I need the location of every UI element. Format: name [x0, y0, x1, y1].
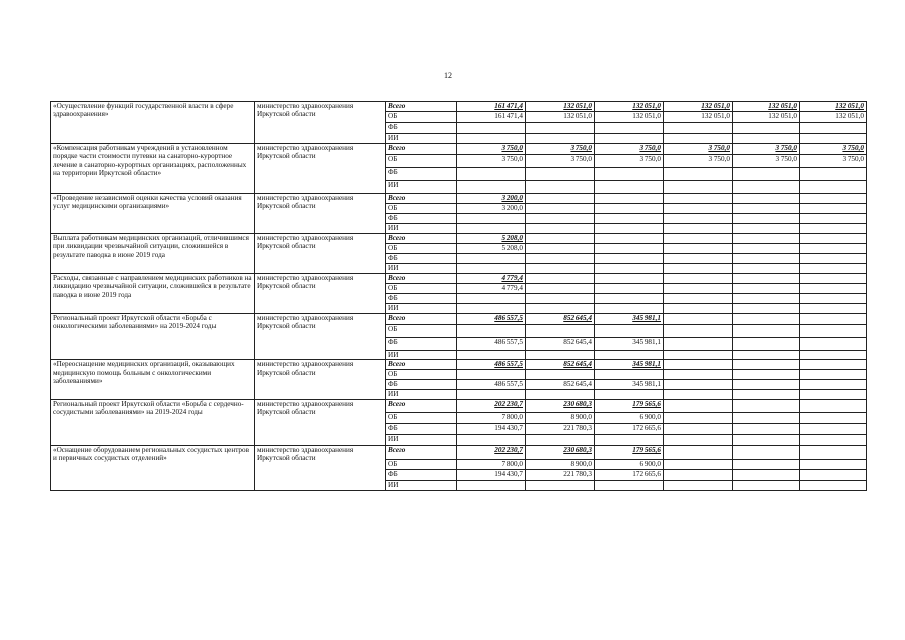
- amount-cell: 3 200,0: [457, 204, 526, 214]
- amount-cell: [664, 380, 733, 390]
- amount-cell: 345 981,1: [595, 338, 664, 351]
- amount-cell: [595, 274, 664, 284]
- amount-cell: [800, 123, 867, 134]
- table-row: [51, 314, 867, 325]
- amount-cell: 179 565,6: [595, 445, 664, 459]
- amount-cell: [733, 274, 800, 284]
- funding-source: ИИ: [386, 434, 457, 445]
- amount-cell: 230 680,3: [526, 445, 595, 459]
- amount-cell: [664, 480, 733, 490]
- amount-cell: [664, 204, 733, 214]
- amount-cell: [595, 204, 664, 214]
- funding-source: Всего: [386, 144, 457, 155]
- amount-cell: 132 051,0: [526, 102, 595, 112]
- amount-cell: [664, 325, 733, 338]
- amount-cell: [664, 224, 733, 234]
- amount-cell: [733, 244, 800, 254]
- amount-cell: 3 750,0: [457, 144, 526, 155]
- amount-cell: [800, 325, 867, 338]
- amount-cell: [664, 469, 733, 480]
- amount-cell: [595, 254, 664, 264]
- funding-source: ФБ: [386, 380, 457, 390]
- amount-cell: [664, 399, 733, 412]
- amount-cell: 7 800,0: [457, 459, 526, 469]
- amount-cell: 3 750,0: [664, 155, 733, 168]
- amount-cell: [664, 314, 733, 325]
- amount-cell: [664, 168, 733, 181]
- amount-cell: 4 779,4: [457, 284, 526, 294]
- amount-cell: 486 557,5: [457, 380, 526, 390]
- event-description: Выплата работникам медицинских организаций, отличившимся при ликвидации чрезвычайной ситуации, сложившейся в результате паводка в июне 2019 года: [51, 234, 255, 274]
- amount-cell: [595, 390, 664, 399]
- executor-name: министерство здравоохранения Иркутской области: [255, 274, 386, 314]
- amount-cell: 202 230,7: [457, 445, 526, 459]
- executor-name: министерство здравоохранения Иркутской области: [255, 234, 386, 274]
- funding-source: Всего: [386, 399, 457, 412]
- amount-cell: [800, 412, 867, 423]
- amount-cell: [733, 254, 800, 264]
- amount-cell: [800, 194, 867, 204]
- event-description: Расходы, связанные с направлением медицинских работников на ликвидацию чрезвычайной ситуации, сложившейся в результате паводка в июне 2019 года: [51, 274, 255, 314]
- amount-cell: 486 557,5: [457, 314, 526, 325]
- funding-source: ОБ: [386, 244, 457, 254]
- amount-cell: [457, 370, 526, 380]
- amount-cell: [733, 469, 800, 480]
- amount-cell: 161 471,4: [457, 102, 526, 112]
- amount-cell: 3 750,0: [800, 155, 867, 168]
- amount-cell: 132 051,0: [664, 102, 733, 112]
- amount-cell: [800, 181, 867, 194]
- amount-cell: 852 645,4: [526, 314, 595, 325]
- executor-name: министерство здравоохранения Иркутской области: [255, 314, 386, 360]
- amount-cell: [664, 294, 733, 304]
- amount-cell: 6 900,0: [595, 459, 664, 469]
- funding-source: ИИ: [386, 264, 457, 274]
- amount-cell: [664, 254, 733, 264]
- amount-cell: [733, 314, 800, 325]
- amount-cell: [595, 480, 664, 490]
- amount-cell: [664, 423, 733, 434]
- amount-cell: 8 900,0: [526, 412, 595, 423]
- amount-cell: [800, 351, 867, 360]
- amount-cell: [526, 325, 595, 338]
- amount-cell: [800, 224, 867, 234]
- amount-cell: [526, 181, 595, 194]
- amount-cell: [733, 360, 800, 370]
- amount-cell: [595, 294, 664, 304]
- amount-cell: 132 051,0: [733, 112, 800, 123]
- amount-cell: 852 645,4: [526, 380, 595, 390]
- funding-source: ОБ: [386, 155, 457, 168]
- amount-cell: [733, 214, 800, 224]
- amount-cell: [664, 284, 733, 294]
- amount-cell: [733, 264, 800, 274]
- amount-cell: 3 750,0: [595, 144, 664, 155]
- event-description: «Проведение независимой оценки качества условий оказания услуг медицинскими организациями»: [51, 194, 255, 234]
- amount-cell: [457, 480, 526, 490]
- amount-cell: 230 680,3: [526, 399, 595, 412]
- budget-table: [50, 101, 867, 491]
- amount-cell: [526, 480, 595, 490]
- amount-cell: [664, 264, 733, 274]
- amount-cell: [664, 181, 733, 194]
- amount-cell: 345 981,1: [595, 314, 664, 325]
- amount-cell: [733, 294, 800, 304]
- amount-cell: 132 051,0: [595, 112, 664, 123]
- amount-cell: [733, 224, 800, 234]
- amount-cell: [664, 390, 733, 399]
- amount-cell: [457, 214, 526, 224]
- table-row: [51, 144, 867, 155]
- amount-cell: [457, 254, 526, 264]
- amount-cell: 486 557,5: [457, 360, 526, 370]
- funding-source: ФБ: [386, 469, 457, 480]
- amount-cell: [733, 234, 800, 244]
- executor-name: министерство здравоохранения Иркутской области: [255, 144, 386, 194]
- amount-cell: [457, 224, 526, 234]
- amount-cell: [595, 325, 664, 338]
- amount-cell: [733, 459, 800, 469]
- funding-source: Всего: [386, 234, 457, 244]
- amount-cell: [457, 168, 526, 181]
- amount-cell: [595, 234, 664, 244]
- amount-cell: [800, 294, 867, 304]
- amount-cell: [733, 380, 800, 390]
- amount-cell: 3 750,0: [526, 144, 595, 155]
- amount-cell: [800, 254, 867, 264]
- amount-cell: [526, 434, 595, 445]
- amount-cell: [800, 168, 867, 181]
- amount-cell: [526, 370, 595, 380]
- amount-cell: [526, 304, 595, 314]
- funding-source: Всего: [386, 274, 457, 284]
- amount-cell: [800, 304, 867, 314]
- amount-cell: [664, 445, 733, 459]
- amount-cell: [800, 314, 867, 325]
- amount-cell: 486 557,5: [457, 338, 526, 351]
- funding-source: ИИ: [386, 224, 457, 234]
- amount-cell: [595, 134, 664, 144]
- funding-source: ОБ: [386, 204, 457, 214]
- amount-cell: 3 750,0: [800, 144, 867, 155]
- amount-cell: 132 051,0: [800, 112, 867, 123]
- funding-source: ОБ: [386, 459, 457, 469]
- amount-cell: 7 800,0: [457, 412, 526, 423]
- amount-cell: 5 208,0: [457, 234, 526, 244]
- amount-cell: 172 665,6: [595, 469, 664, 480]
- funding-source: ФБ: [386, 338, 457, 351]
- funding-source: Всего: [386, 194, 457, 204]
- amount-cell: [595, 351, 664, 360]
- amount-cell: 8 900,0: [526, 459, 595, 469]
- amount-cell: [800, 264, 867, 274]
- amount-cell: [526, 214, 595, 224]
- funding-source: ОБ: [386, 112, 457, 123]
- amount-cell: [800, 360, 867, 370]
- amount-cell: [800, 380, 867, 390]
- amount-cell: [664, 412, 733, 423]
- amount-cell: [595, 214, 664, 224]
- table-row: [51, 234, 867, 244]
- amount-cell: 132 051,0: [664, 112, 733, 123]
- amount-cell: [733, 204, 800, 214]
- amount-cell: [800, 445, 867, 459]
- amount-cell: [595, 194, 664, 204]
- amount-cell: [800, 434, 867, 445]
- amount-cell: [733, 134, 800, 144]
- amount-cell: [664, 434, 733, 445]
- amount-cell: [733, 399, 800, 412]
- amount-cell: [733, 325, 800, 338]
- amount-cell: [664, 234, 733, 244]
- amount-cell: [800, 234, 867, 244]
- amount-cell: [664, 370, 733, 380]
- amount-cell: [733, 304, 800, 314]
- amount-cell: [457, 294, 526, 304]
- amount-cell: [800, 390, 867, 399]
- amount-cell: [595, 123, 664, 134]
- page-number: 12: [444, 71, 452, 80]
- executor-name: министерство здравоохранения Иркутской области: [255, 445, 386, 490]
- amount-cell: [457, 264, 526, 274]
- funding-source: ФБ: [386, 123, 457, 134]
- amount-cell: 3 200,0: [457, 194, 526, 204]
- amount-cell: [526, 204, 595, 214]
- amount-cell: [733, 123, 800, 134]
- table-row: [51, 399, 867, 412]
- funding-source: ФБ: [386, 423, 457, 434]
- amount-cell: [595, 181, 664, 194]
- amount-cell: [457, 123, 526, 134]
- funding-source: Всего: [386, 314, 457, 325]
- amount-cell: [800, 469, 867, 480]
- amount-cell: [457, 181, 526, 194]
- event-description: «Оснащение оборудованием региональных сосудистых центров и первичных сосудистых отделений»: [51, 445, 255, 490]
- amount-cell: 6 900,0: [595, 412, 664, 423]
- funding-source: ИИ: [386, 390, 457, 399]
- amount-cell: [526, 264, 595, 274]
- amount-cell: [800, 134, 867, 144]
- amount-cell: [800, 274, 867, 284]
- amount-cell: 132 051,0: [526, 112, 595, 123]
- amount-cell: [800, 338, 867, 351]
- amount-cell: [733, 370, 800, 380]
- amount-cell: [595, 168, 664, 181]
- amount-cell: 132 051,0: [595, 102, 664, 112]
- event-description: Региональный проект Иркутской области «Борьба с сердечно-сосудистыми заболеваниями» на 2019-2024 годы: [51, 399, 255, 445]
- amount-cell: [457, 390, 526, 399]
- amount-cell: [526, 351, 595, 360]
- amount-cell: 345 981,1: [595, 380, 664, 390]
- amount-cell: 852 645,4: [526, 338, 595, 351]
- amount-cell: [733, 168, 800, 181]
- amount-cell: [526, 168, 595, 181]
- event-description: «Переоснащение медицинских организаций, оказывающих медицинскую помощь больным с онкологическими заболеваниями»: [51, 360, 255, 399]
- amount-cell: 4 779,4: [457, 274, 526, 284]
- funding-source: Всего: [386, 360, 457, 370]
- amount-cell: [595, 304, 664, 314]
- table-row: [51, 445, 867, 459]
- amount-cell: [526, 274, 595, 284]
- amount-cell: [457, 351, 526, 360]
- amount-cell: [526, 244, 595, 254]
- funding-source: ФБ: [386, 254, 457, 264]
- executor-name: министерство здравоохранения Иркутской области: [255, 399, 386, 445]
- amount-cell: [664, 338, 733, 351]
- amount-cell: [457, 304, 526, 314]
- funding-source: ОБ: [386, 412, 457, 423]
- amount-cell: [664, 244, 733, 254]
- amount-cell: [595, 370, 664, 380]
- funding-source: ФБ: [386, 168, 457, 181]
- amount-cell: [733, 390, 800, 399]
- amount-cell: 852 645,4: [526, 360, 595, 370]
- amount-cell: 3 750,0: [595, 155, 664, 168]
- amount-cell: [526, 123, 595, 134]
- funding-source: ИИ: [386, 181, 457, 194]
- amount-cell: [733, 284, 800, 294]
- amount-cell: [526, 194, 595, 204]
- amount-cell: [664, 304, 733, 314]
- amount-cell: [526, 234, 595, 244]
- funding-source: ИИ: [386, 351, 457, 360]
- amount-cell: [733, 445, 800, 459]
- amount-cell: [595, 434, 664, 445]
- amount-cell: [595, 264, 664, 274]
- amount-cell: [526, 254, 595, 264]
- amount-cell: [800, 244, 867, 254]
- amount-cell: [595, 224, 664, 234]
- amount-cell: [526, 294, 595, 304]
- amount-cell: [595, 284, 664, 294]
- amount-cell: [800, 399, 867, 412]
- amount-cell: [595, 244, 664, 254]
- amount-cell: 3 750,0: [526, 155, 595, 168]
- event-description: «Компенсация работникам учреждений в установленном порядке части стоимости путевки на санаторно-курортное лечение в санаторно-курортных организациях, расположенных на территории Иркутской области»: [51, 144, 255, 194]
- amount-cell: 221 780,3: [526, 423, 595, 434]
- funding-source: ИИ: [386, 304, 457, 314]
- funding-source: ОБ: [386, 325, 457, 338]
- funding-source: ИИ: [386, 480, 457, 490]
- amount-cell: 179 565,6: [595, 399, 664, 412]
- amount-cell: 3 750,0: [664, 144, 733, 155]
- amount-cell: 132 051,0: [733, 102, 800, 112]
- amount-cell: 221 780,3: [526, 469, 595, 480]
- amount-cell: [733, 181, 800, 194]
- event-description: Региональный проект Иркутской области «Борьба с онкологическими заболеваниями» на 2019-2024 годы: [51, 314, 255, 360]
- amount-cell: [664, 274, 733, 284]
- amount-cell: 3 750,0: [733, 155, 800, 168]
- amount-cell: 132 051,0: [800, 102, 867, 112]
- funding-source: ФБ: [386, 214, 457, 224]
- amount-cell: [800, 459, 867, 469]
- amount-cell: [733, 194, 800, 204]
- amount-cell: [664, 459, 733, 469]
- amount-cell: [800, 423, 867, 434]
- funding-source: ФБ: [386, 294, 457, 304]
- amount-cell: [800, 480, 867, 490]
- event-description: «Осуществление функций государственной власти в сфере здравоохранения»: [51, 102, 255, 144]
- amount-cell: [800, 204, 867, 214]
- executor-name: министерство здравоохранения Иркутской области: [255, 102, 386, 144]
- amount-cell: [733, 434, 800, 445]
- amount-cell: [664, 214, 733, 224]
- amount-cell: 5 208,0: [457, 244, 526, 254]
- executor-name: министерство здравоохранения Иркутской области: [255, 360, 386, 399]
- funding-source: ИИ: [386, 134, 457, 144]
- funding-source: ОБ: [386, 370, 457, 380]
- amount-cell: [526, 390, 595, 399]
- amount-cell: [733, 338, 800, 351]
- funding-source: Всего: [386, 445, 457, 459]
- table-row: [51, 102, 867, 112]
- amount-cell: 3 750,0: [457, 155, 526, 168]
- funding-source: ОБ: [386, 284, 457, 294]
- amount-cell: [800, 370, 867, 380]
- amount-cell: [733, 480, 800, 490]
- amount-cell: [457, 434, 526, 445]
- table-row: [51, 194, 867, 204]
- amount-cell: 194 430,7: [457, 423, 526, 434]
- amount-cell: 194 430,7: [457, 469, 526, 480]
- amount-cell: [664, 194, 733, 204]
- amount-cell: [457, 134, 526, 144]
- amount-cell: 345 981,1: [595, 360, 664, 370]
- amount-cell: [800, 214, 867, 224]
- amount-cell: [526, 224, 595, 234]
- amount-cell: [664, 134, 733, 144]
- amount-cell: 172 665,6: [595, 423, 664, 434]
- amount-cell: [664, 351, 733, 360]
- amount-cell: [526, 284, 595, 294]
- amount-cell: 3 750,0: [733, 144, 800, 155]
- funding-source: Всего: [386, 102, 457, 112]
- amount-cell: 161 471,4: [457, 112, 526, 123]
- amount-cell: [733, 423, 800, 434]
- table-row: [51, 360, 867, 370]
- amount-cell: [526, 134, 595, 144]
- amount-cell: [664, 360, 733, 370]
- executor-name: министерство здравоохранения Иркутской области: [255, 194, 386, 234]
- amount-cell: [664, 123, 733, 134]
- amount-cell: [457, 325, 526, 338]
- table-row: [51, 274, 867, 284]
- amount-cell: 202 230,7: [457, 399, 526, 412]
- amount-cell: [733, 351, 800, 360]
- amount-cell: [800, 284, 867, 294]
- amount-cell: [733, 412, 800, 423]
